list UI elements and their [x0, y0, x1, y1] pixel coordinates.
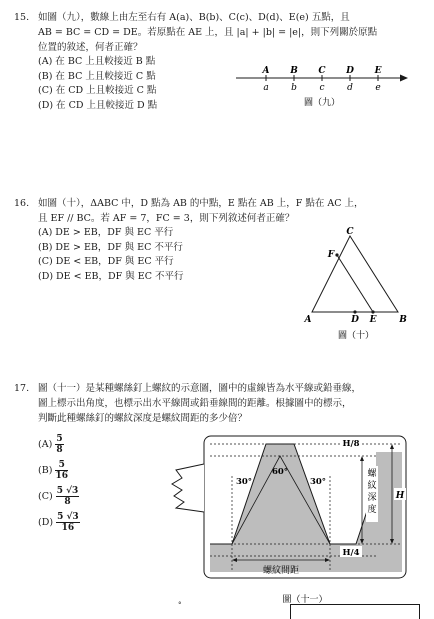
h4-label: H/4	[342, 548, 360, 558]
figure-caption: 圖（九）	[303, 98, 341, 108]
question-text-line: 且 EF // BC。若 AF = 7，FC = 3，則下列敘述何者正確？	[38, 213, 295, 224]
question-text-line: AB = BC = CD = DE。若原點在 AE 上，且 |a| + |b| = |e|，則下列關於原點	[38, 27, 378, 38]
value-label-a: a	[263, 83, 269, 93]
angle-right-label: 30°	[309, 477, 327, 487]
angle-top-label: 60°	[271, 467, 289, 477]
point-label-e: E	[374, 66, 382, 76]
option-label: (A)	[38, 439, 53, 450]
option-d[interactable]	[38, 512, 80, 538]
option-d[interactable]: (D) DE < EB，DF 與 EC 不平行	[38, 270, 184, 282]
option-b[interactable]: (B) DE > EB，DF 與 EC 不平行	[38, 241, 183, 253]
fraction: $\frac{5 √3}{8}$	[56, 486, 79, 507]
figure-caption: 圖（十）	[337, 331, 375, 341]
option-c[interactable]	[38, 486, 80, 512]
pitch-label: 螺紋間距	[262, 566, 300, 576]
vertex-label-f: F	[327, 250, 335, 260]
value-label-c: c	[319, 83, 325, 93]
vertex-label-a: A	[304, 315, 312, 325]
vertex-label-e: E	[369, 315, 377, 325]
question-text-line: 如圖（九），數線上由左至右有 A(a)、B(b)、C(c)、D(d)、E(e) 五點，且	[38, 12, 350, 23]
option-list	[38, 434, 80, 538]
point-label-a: A	[262, 66, 270, 76]
option-a[interactable]: (A) DE > EB，DF 與 EC 平行	[38, 227, 174, 238]
option-c[interactable]: (C) DE < EB，DF 與 EC 平行	[38, 256, 174, 267]
h8-label: H/8	[342, 439, 360, 449]
angle-left-label: 30°	[235, 477, 253, 487]
question-text-line: 位置的敘述，何者正確？	[38, 42, 143, 53]
question-text-line: 圖上標示出角度，也標示出水平線間或鉛垂線間的距離。根據圖中的標示，	[38, 398, 352, 409]
option-b[interactable]	[38, 460, 80, 486]
question-17	[14, 381, 414, 426]
value-label-d: d	[347, 83, 353, 93]
point-e	[371, 310, 374, 313]
question-text-line: 如圖（十），ΔABC 中，D 點為 AB 的中點，E 點在 AB 上，F 點在 AC 上，	[38, 198, 364, 209]
fraction: $\frac{5 √3}{16}$	[57, 512, 79, 533]
thread-fill-right	[376, 452, 402, 572]
screw-thread-figure	[170, 432, 410, 610]
triangle-abc	[312, 236, 398, 312]
point-label-d: D	[346, 66, 354, 76]
question-number: 17.	[14, 383, 30, 394]
point-label-b: B	[290, 66, 298, 76]
h-label: H	[395, 491, 405, 501]
stray-mark: °	[178, 601, 182, 609]
number-line-figure	[232, 62, 412, 112]
question-number: 15.	[14, 12, 30, 23]
screw-edge-icon	[172, 464, 204, 512]
option-label: (D)	[38, 517, 54, 528]
vertex-label-d: D	[351, 315, 359, 325]
question-text-line: 判斷此種螺絲釘的螺紋深度是螺紋間距的多少倍？	[38, 413, 248, 424]
question-text-line: 圖（十一）是某種螺絲釘上螺紋的示意圖，圖中的虛線皆為水平線或鉛垂線，	[38, 383, 362, 394]
depth-label: 螺紋深度	[367, 469, 377, 515]
point-d	[353, 310, 356, 313]
option-c[interactable]: (C) 在 CD 上且較接近 C 點	[38, 85, 157, 96]
option-label: (B)	[38, 465, 53, 476]
point-f	[335, 253, 338, 256]
figure-caption: 圖（十一）	[282, 595, 328, 605]
value-label-e: e	[375, 83, 381, 93]
vertex-label-c: C	[346, 227, 354, 237]
option-a[interactable]	[38, 434, 80, 460]
option-d[interactable]: (D) 在 CD 上且較接近 D 點	[38, 99, 158, 111]
option-a[interactable]: (A) 在 BC 上且較接近 B 點	[38, 56, 156, 67]
point-label-c: C	[318, 66, 326, 76]
question-number: 16.	[14, 198, 30, 209]
triangle-figure	[300, 226, 412, 344]
arrow-icon	[400, 75, 408, 82]
option-b[interactable]: (B) 在 BC 上且較接近 C 點	[38, 70, 156, 82]
fraction: $\frac{5}{8}$	[56, 434, 63, 455]
option-label: (C)	[38, 491, 53, 502]
vertex-label-b: B	[399, 315, 407, 325]
value-label-b: b	[291, 83, 297, 93]
answer-box-edge	[290, 604, 420, 619]
fraction: $\frac{5}{16}$	[55, 460, 68, 481]
